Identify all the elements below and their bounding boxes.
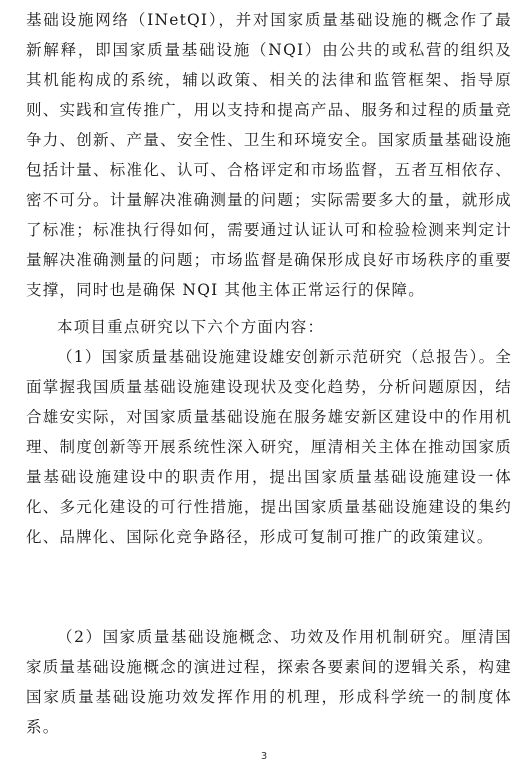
paragraph-research-intro: 本项目重点研究以下六个方面内容：	[57, 318, 325, 336]
paragraph-nqi-definition: 基础设施网络（INetQI），并对国家质量基础设施的概念作了最新解释，即国家质量基础设施（NQI）由公共的或私营的组织及其机能构成的系统，辅以政策、相关的法律和监管框架、指导原则、实践和宣传推广，用以支持和提高产品、服务和过程的质量竞争力、创新、产量、安全性、卫生和环境安全。国家质量基础设施包括计量、标准化、认可、合格评定和市场监督，五者互相依存、密不可分。计量解决准确测量的问题；实际需要多大的量，就形成了标准；标准执行得如何，需要通过认证认可和检验检测来判定计量解决准确测量的问题；市场监督是确保形成良好市场秩序的重要支撑，同时也是确保 NQI 其他主体正常运行的保障。	[26, 11, 512, 299]
page-number: 3	[260, 751, 268, 762]
paragraph-item-1: （1）国家质量基础设施建设雄安创新示范研究（总报告）。全面掌握我国质量基础设施建设现状及变化趋势，分析问题原因，结合雄安实际，对国家质量基础设施在服务雄安新区建设中的作用机理、制度创新等开展系统性深入研究，厘清相关主体在推动国家质量基础设施建设中的职责作用，提出国家质量基础设施建设一体化、多元化建设的可行性措施，提出国家质量基础设施建设的集约化、品牌化、国际化竞争路径，形成可复制可推广的政策建议。	[26, 348, 512, 546]
paragraph-item-2: （2）国家质量基础设施概念、功效及作用机制研究。厘清国家质量基础设施概念的演进过程，探索各要素间的逻辑关系，构建国家质量基础设施功效发挥作用的机理，形成科学统一的制度体系。	[26, 628, 512, 736]
